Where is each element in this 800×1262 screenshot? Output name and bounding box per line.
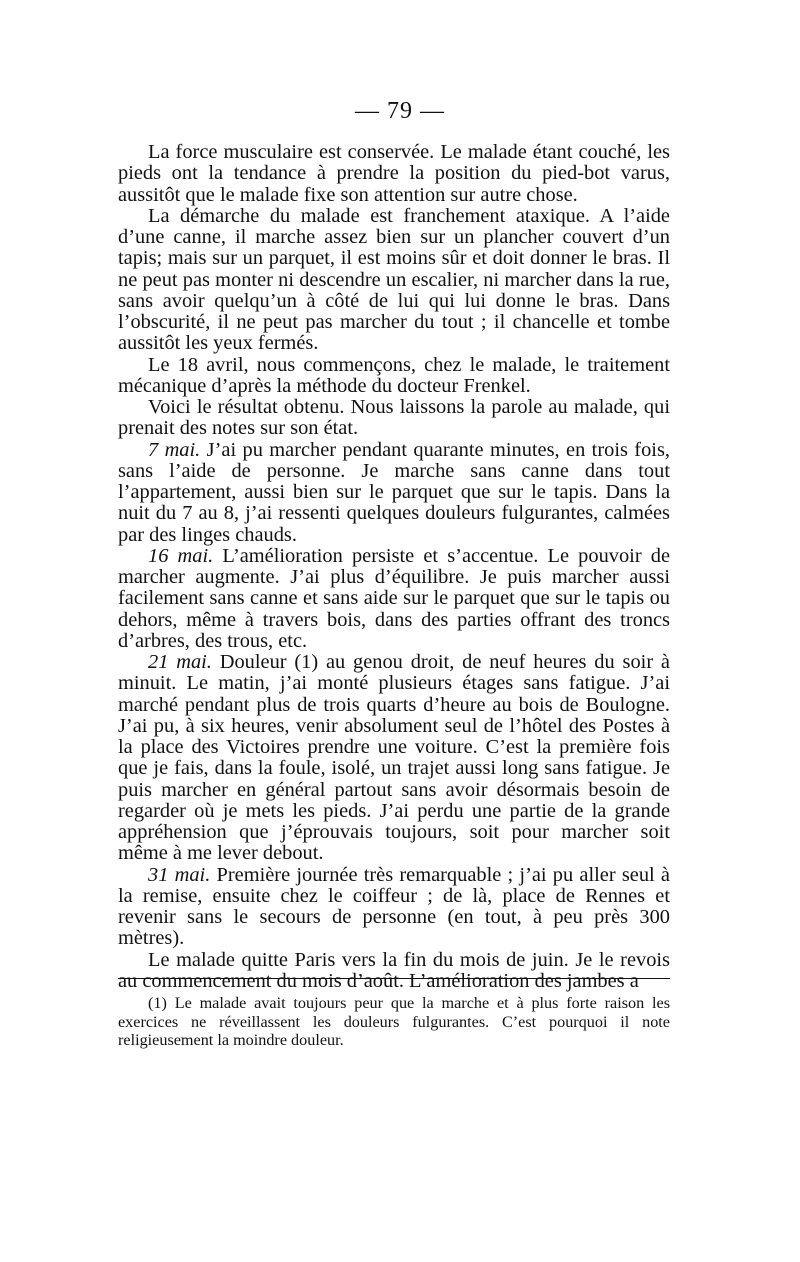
entry-text: Douleur (1) au genou droit, de neuf heures du soir à minuit. Le matin, j’ai monté plusieurs étages sans fatigue. J’ai marché pendant plus de trois quarts d’heure au bois de Boulogne. J’ai pu, à six heures, venir absolument seul de l’hôtel des Postes à la place des Victoires prendre une voiture. C’est la première fois que je fais, dans la foule, isolé, un trajet aussi long sans fatigue. Je puis marcher en général partout sans avoir désormais besoin de regarder où je mets les pieds. J’ai perdu une partie de la grande appréhension que j’éprouvais toujours, soit pour marcher soit même à me lever debout. <box>118 651 670 865</box>
paragraph: Le 18 avril, nous commençons, chez le malade, le traitement mécanique d’après la méthode du docteur Frenkel. <box>118 353 670 397</box>
footnote: (1) Le malade avait toujours peur que la marche et à plus forte raison les exercices ne réveillassent les douleurs fulgurantes. C’est pourquoi il note religieusement la moindre douleur. <box>118 994 670 1049</box>
paragraph: Le malade quitte Paris vers la fin du mois de juin. Je le revois au commencement du mois d’août. L’amélioration des jambes a <box>118 948 670 992</box>
diary-entry <box>118 546 670 652</box>
paragraph: La démarche du malade est franchement ataxique. A l’aide d’une canne, il marche assez bien sur un plancher couvert d’un tapis; mais sur un parquet, il est moins sûr et doit donner le bras. Il ne peut pas monter ni descendre un escalier, ni marcher dans la rue, sans avoir quelqu’un à côté de lui qui lui donne le bras. Dans l’obscurité, il ne peut pas marcher du tout ; il chancelle et tombe aussitôt les yeux fermés. <box>118 204 670 355</box>
footnotes <box>118 994 670 1050</box>
footnote-rule <box>118 978 670 979</box>
page-number: — 79 — <box>355 98 445 124</box>
entry-text: L’amélioration persiste et s’accentue. Le pouvoir de marcher augmente. J’ai plus d’équilibre. Je puis marcher aussi facilement sans canne et sans aide sur le parquet que sur le tapis ou dehors, même à travers bois, dans des parties offrant des troncs d’arbres, des trous, etc. <box>118 544 670 652</box>
entry-date: 31 mai. <box>148 863 211 886</box>
diary-entry <box>118 440 670 546</box>
main-text <box>118 142 670 992</box>
entry-text: J’ai pu marcher pendant quarante minutes, en trois fois, sans l’aide de personne. Je marche sans canne dans tout l’appartement, aussi bien sur le parquet que sur le tapis. Dans la nuit du 7 au 8, j’ai ressenti quelques douleurs fulgurantes, calmées par des linges chauds. <box>118 438 670 546</box>
entry-date: 7 mai. <box>148 438 201 461</box>
paragraph: Voici le résultat obtenu. Nous laissons la parole au malade, qui prenait des notes sur son état. <box>118 396 670 440</box>
diary-entry <box>118 652 670 865</box>
diary-entry <box>118 865 670 950</box>
entry-text: Première journée très remarquable ; j’ai pu aller seul à la remise, ensuite chez le coiffeur ; de là, place de Rennes et revenir sans le secours de personne (en tout, à peu près 300 mètres). <box>118 863 670 950</box>
entry-date: 21 mai. <box>148 651 212 673</box>
entry-date: 16 mai. <box>148 544 214 567</box>
paragraph: La force musculaire est conservée. Le malade étant couché, les pieds ont la tendance à prendre la position du pied-bot varus, aussitôt que le malade fixe son attention sur autre chose. <box>118 141 670 206</box>
